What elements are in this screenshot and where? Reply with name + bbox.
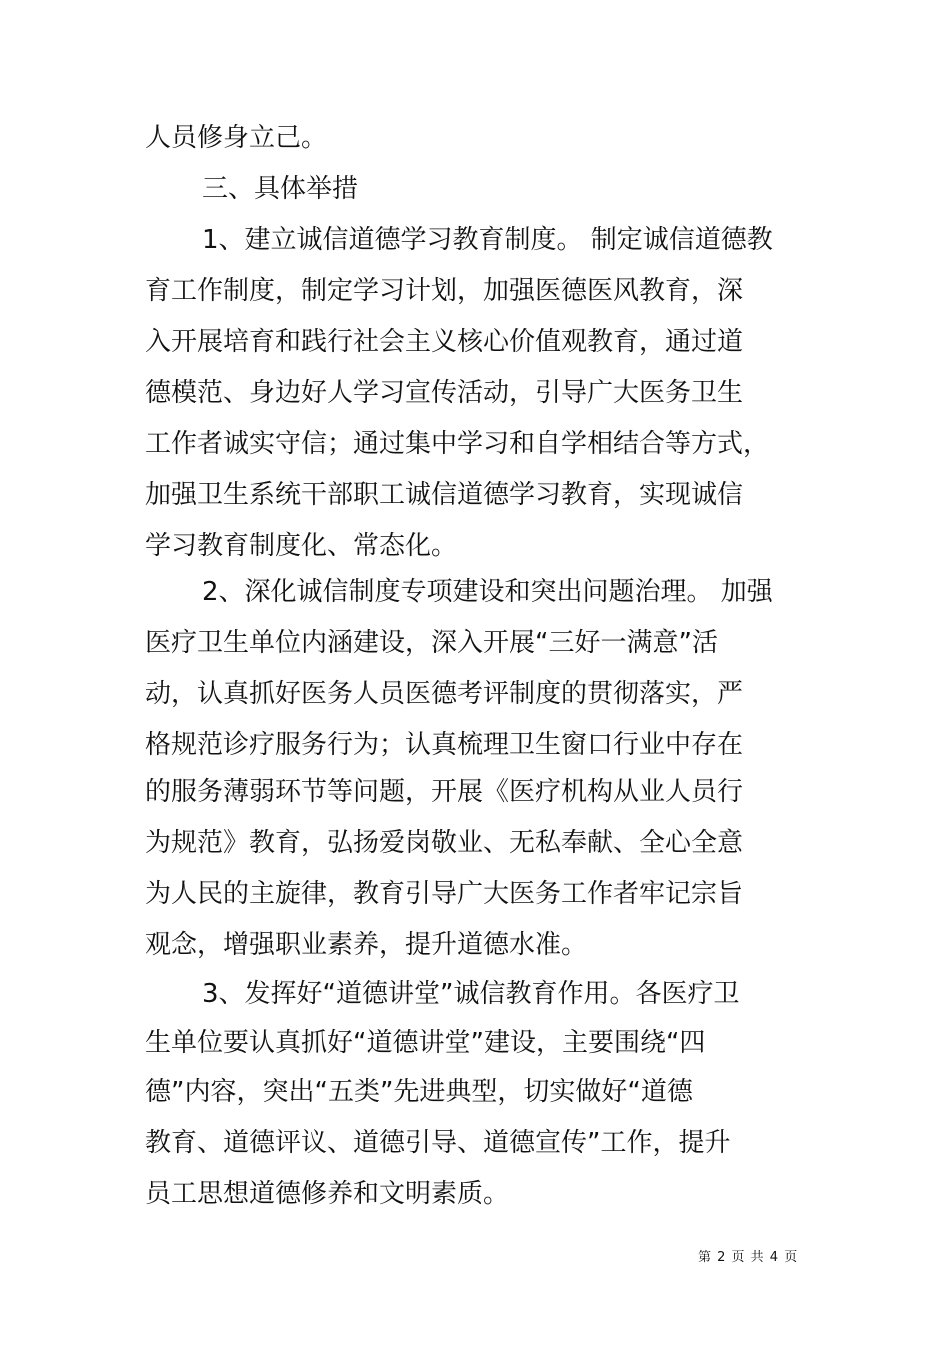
- body-line: 3、发挥好“道德讲堂”诚信教育作用。各医疗卫: [202, 979, 740, 1009]
- page-number: 第 2 页 共 4 页: [698, 1250, 799, 1265]
- body-line: 的服务薄弱环节等问题，开展《医疗机构从业人员行: [145, 777, 744, 807]
- body-line: 1、建立诚信道德学习教育制度。 制定诚信道德教: [202, 225, 773, 255]
- body-line: 观念，增强职业素养，提升道德水准。: [145, 930, 588, 960]
- body-line: 教育、道德评议、道德引导、道德宣传”工作，提升: [145, 1128, 731, 1158]
- body-line: 医疗卫生单位内涵建设，深入开展“三好一满意”活: [145, 628, 718, 658]
- section-heading: 三、具体举措: [202, 174, 359, 204]
- body-line: 人员修身立己。: [145, 123, 328, 153]
- body-line: 为规范》教育，弘扬爱岗敬业、无私奉献、全心全意: [145, 828, 744, 858]
- body-line: 入开展培育和践行社会主义核心价值观教育，通过道: [145, 327, 744, 357]
- body-line: 学习教育制度化、常态化。: [145, 531, 458, 561]
- body-line: 2、深化诚信制度专项建设和突出问题治理。 加强: [202, 577, 773, 607]
- body-line: 生单位要认真抓好“道德讲堂”建设，主要围绕“四: [145, 1028, 706, 1058]
- body-line: 工作者诚实守信；通过集中学习和自学相结合等方式，: [145, 429, 770, 459]
- body-line: 德”内容，突出“五类”先进典型，切实做好“道德: [145, 1077, 693, 1107]
- body-line: 育工作制度，制定学习计划，加强医德医风教育，深: [145, 276, 744, 306]
- body-line: 为人民的主旋律，教育引导广大医务工作者牢记宗旨: [145, 879, 744, 909]
- body-line: 格规范诊疗服务行为；认真梳理卫生窗口行业中存在: [145, 730, 744, 760]
- body-line: 加强卫生系统干部职工诚信道德学习教育，实现诚信: [145, 480, 744, 510]
- body-line: 德模范、身边好人学习宣传活动，引导广大医务卫生: [145, 378, 744, 408]
- body-line: 员工思想道德修养和文明素质。: [145, 1179, 510, 1209]
- body-line: 动，认真抓好医务人员医德考评制度的贯彻落实，严: [145, 679, 744, 709]
